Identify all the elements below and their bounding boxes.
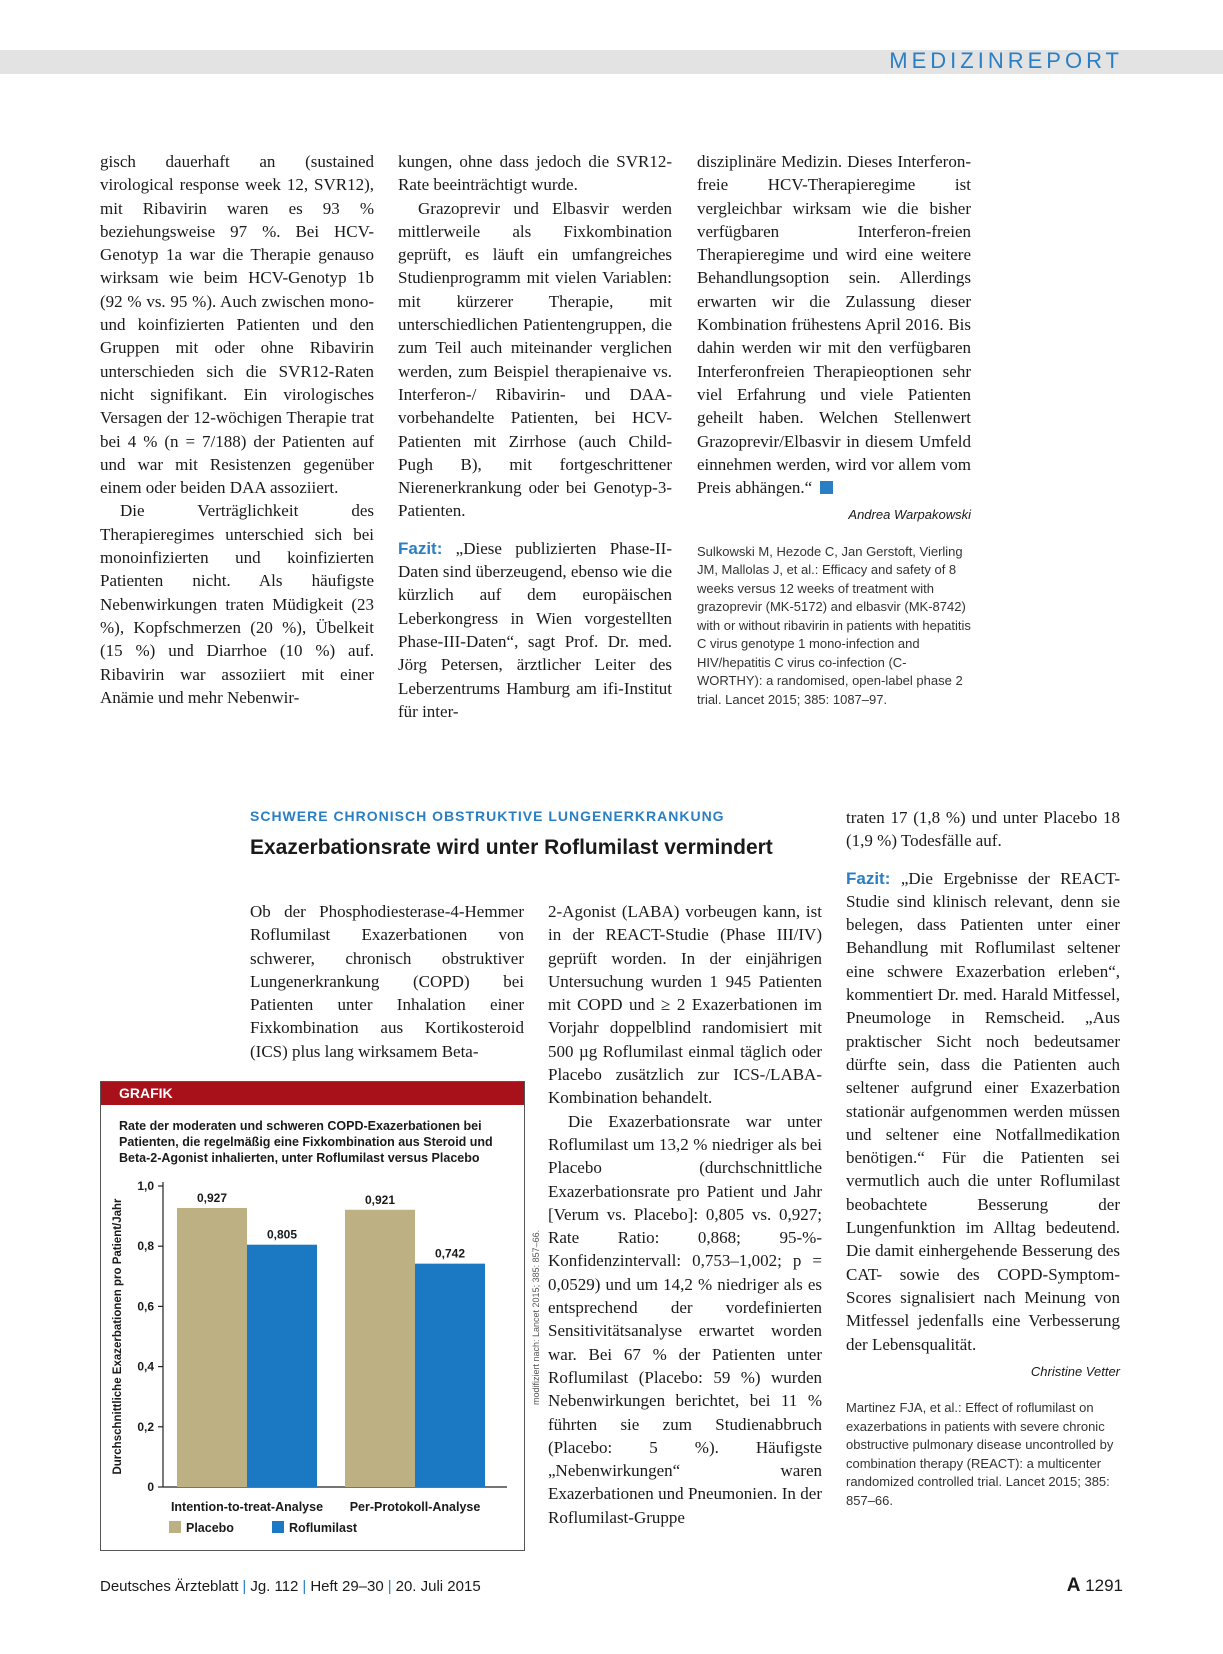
bar-chart	[101, 1082, 524, 1550]
fazit-label: Fazit:	[846, 868, 891, 888]
x-category-label: Intention-to-treat-Analyse	[170, 1500, 324, 1514]
legend-swatch-placebo	[169, 1521, 181, 1533]
paragraph: Grazoprevir und Elbasvir werden mittlerweile als Fixkombination geprüft, es läuft ein umfangreiches Studienprogramm mit vielen Variablen: mit kürzerer Therapie, mit unterschiedlichen Patientengruppen, die zum Teil auch miteinander verglichen werden, zum Beispiel therapienaive vs. Interferon-/ Ribavirin- und DAA-vorbehandelte Patienten, bei HCV-Patienten mit Zirrhose (auch Child-Pugh B), mit fortgeschrittener Nierenerkrankung oder bei Genotyp-3-Patienten.	[398, 198, 672, 521]
bar-placebo	[345, 1210, 415, 1487]
reference: Martinez FJA, et al.: Effect of roflumilast on exazerbations in patients with severe chronic obstructive pulmonary disease uncontrolled by combination therapy (REACT): a multicenter randomized controlled trial. Lancet 2015; 385: 857–66.	[846, 1400, 1114, 1508]
issue: Heft 29–30	[310, 1578, 384, 1595]
bar-placebo	[177, 1208, 247, 1487]
bar-roflumilast	[247, 1245, 317, 1487]
data-label: 0,921	[364, 1192, 396, 1207]
date: 20. Juli 2015	[395, 1578, 481, 1595]
fazit-paragraph	[846, 867, 1120, 1356]
author: Andrea Warpakowski	[848, 507, 971, 523]
paragraph: Ob der Phosphodiesterase-4-Hemmer Roflumilast Exazerbationen von schwerer, chronisch obstruktiver Lungenerkrankung (COPD) bei Patienten unter Inhalation einer Fixkombination aus Kortikosteroid (ICS) plus lang wirksamem Beta-	[250, 902, 524, 1061]
y-tick-label: 0,2	[137, 1419, 154, 1434]
reference: Sulkowski M, Hezode C, Jan Gerstoft, Vierling JM, Mallolas J, et al.: Efficacy and safety of 8 weeks versus 12 weeks of treatment with grazoprevir (MK-5172) and elbasvir (MK-8742) with or without ribavirin in patients with hepatitis C virus genotype 1 mono-infection and HIV/hepatitis C virus co-infection (C-WORTHY): a randomised, open-label phase 2 trial. Lancet 2015; 385: 1087–97.	[697, 543, 971, 707]
source-credit: modifiziert nach: Lancet 2015; 385: 857–66.	[531, 1229, 541, 1405]
paragraph: Die Verträglichkeit des Therapieregimes unterschied sich bei monoinfizierten und koinfizierten Patienten nicht. Als häufigste Nebenwirkungen traten Müdigkeit (23 %), Kopfschmerzen (20 %), Übelkeit (15 %) und Diarrhoe (10 %) auf. Ribavirin war assoziiert mit einer Anämie und mehr Nebenwir-	[100, 501, 374, 707]
legend-label: Roflumilast	[289, 1521, 358, 1535]
data-label: 0,805	[266, 1227, 298, 1242]
fazit-text: „Diese publizierten Phase-II-Daten sind überzeugend, ebenso wie die kürzlich auf dem europäischen Leberkongress in Wien vorgestellten Phase-III-Daten“, sagt Prof. Dr. med. Jörg Petersen, ärztlicher Leiter des Leberzentrums Hamburg am ifi-Institut für inter-	[398, 538, 672, 721]
fazit-label: Fazit:	[398, 538, 443, 558]
article-title: Exazerbationsrate wird unter Roflumilast vermindert	[250, 836, 773, 859]
article2-column-3	[846, 806, 1120, 1510]
separator: |	[387, 1578, 392, 1595]
bar-roflumilast	[415, 1264, 485, 1487]
page-number	[1067, 1575, 1123, 1597]
y-tick-label: 0,8	[137, 1239, 154, 1254]
legend-swatch-roflumilast	[272, 1521, 284, 1533]
y-tick-label: 0	[147, 1480, 154, 1494]
data-label: 0,927	[196, 1190, 228, 1205]
paragraph: gisch dauerhaft an (sustained virological response week 12, SVR12), mit Ribavirin waren es 93 % beziehungsweise 97 %. Bei HCV-Genotyp 1a war die Therapie genauso wirksam wie beim HCV-Genotyp 1b (92 % vs. 95 %). Auch zwischen mono- und koinfizierten Patienten und den Gruppen mit oder ohne Ribavirin unterschieden sich die SVR12-Raten nicht signifikant. Ein virologisches Versagen der 12-wöchigen Therapie trat bei 4 % (n = 7/188) der Patienten auf und war mit Resistenzen gegenüber einem oder beiden DAA assoziiert.	[100, 152, 374, 498]
y-tick-label: 1,0	[137, 1179, 154, 1193]
article-kicker: SCHWERE CHRONISCH OBSTRUKTIVE LUNGENERKRANKUNG	[250, 808, 725, 824]
y-tick-label: 0,4	[137, 1359, 154, 1374]
y-tick-label: 0,6	[137, 1299, 154, 1314]
page-prefix: A	[1066, 1575, 1081, 1596]
journal-name: Deutsches Ärzteblatt	[100, 1578, 239, 1595]
fazit-paragraph	[398, 537, 672, 723]
paragraph	[697, 150, 971, 499]
volume: Jg. 112	[250, 1578, 299, 1595]
paragraph: 2-Agonist (LABA) vorbeugen kann, ist in der REACT-Studie (Phase III/IV) geprüft worden. In der einjährigen Untersuchung wurden 1 945 Patienten mit COPD und ≥ 2 Exazerbationen im Vorjahr doppelblind randomisiert mit 500 µg Roflumilast einmal täglich oder Placebo zusätzlich zur ICS-/LABA-Kombination behandelt.	[548, 902, 822, 1108]
author: Christine Vetter	[1030, 1363, 1120, 1379]
paragraph: traten 17 (1,8 %) und unter Placebo 18 (1,9 %) Todesfälle auf.	[846, 808, 1120, 851]
article1-column-2	[398, 150, 672, 723]
fazit-text: „Die Ergebnisse der REACT-Studie sind klinisch relevant, denn sie belegen, dass Patienten unter einer Behandlung mit Roflumilast seltener eine schwere Exazerbation erleben“, kommentiert Dr. med. Harald Mitfessel, Pneumologe in Remscheid. „Aus praktischer Sicht noch bedeutsamer dürfte sein, dass die Patienten auch seltener aufgrund einer Exazerbation stationär aufgenommen werden müssen und seltener eine Notfallmedikation benötigen.“ Für die Patienten sei vermutlich auch die unter Roflumilast beobachtete Besserung der Lungenfunktion im Alltag bedeutend. Die damit einhergehende Besserung des CAT- sowie des COPD-Symptom-Scores signalisiert nach Meinung von Mitfessel jedenfalls eine Verbesserung der Lebensqualität.	[846, 868, 1120, 1354]
chart-header: GRAFIK	[101, 1082, 524, 1105]
data-label: 0,742	[434, 1246, 466, 1261]
x-category-label: Per-Protokoll-Analyse	[349, 1500, 481, 1514]
separator: |	[302, 1578, 307, 1595]
end-mark-icon	[820, 481, 833, 494]
legend-label: Placebo	[186, 1521, 234, 1535]
y-axis-title: Durchschnittliche Exazerbationen pro Patient/Jahr	[112, 1198, 124, 1475]
paragraph-text: disziplinäre Medizin. Dieses Interferon-freie HCV-Therapieregime ist vergleichbar wirksam wie die bisher verfügbaren Interferon-freien Therapieregime und wird eine weitere Behandlungsoption sein. Allerdings erwarten wir die Zulassung dieser Kombination frühestens April 2016. Bis dahin werden wir mit den verfügbaren Interferonfreien Therapieoptionen sehr viel Erfahrung und viele Patienten geheilt haben. Welchen Stellenwert Grazoprevir/Elbasvir in diesem Umfeld einnehmen werden, wird vor allem vom Preis abhängen.“	[697, 152, 971, 498]
article2-column-1	[250, 900, 524, 1063]
paragraph: Die Exazerbationsrate war unter Roflumilast um 13,2 % niedriger als bei Placebo (durchschnittliche Exazerbationsrate pro Patient und Jahr [Verum vs. Placebo]: 0,805 vs. 0,927; Rate Ratio: 0,868; 95-%-Konfidenzintervall: 0,753–1,002; p = 0,0529) und um 14,2 % niedriger als es entsprechend der vordefinierten Sensitivitätsanalyse erwartet worden war. Bei 67 % der Patienten unter Roflumilast (Placebo: 59 %) wurden Nebenwirkungen berichtet, bei 11 % führten sie zum Studienabbruch (Placebo: 5 %). Häufigste „Nebenwirkungen“ waren Exazerbationen und Pneumonien. In der Roflumilast-Gruppe	[548, 1111, 822, 1527]
footer-journal-info	[100, 1578, 481, 1595]
article1-column-3	[697, 150, 971, 709]
article2-column-2	[548, 900, 822, 1529]
page-value: 1291	[1085, 1576, 1123, 1595]
separator: |	[242, 1578, 247, 1595]
chart-box	[100, 1081, 525, 1551]
article1-column-1	[100, 150, 374, 709]
paragraph: kungen, ohne dass jedoch die SVR12-Rate beeinträchtigt wurde.	[398, 152, 672, 195]
section-label: MEDIZINREPORT	[889, 48, 1123, 73]
chart-title: Rate der moderaten und schweren COPD-Exazerbationen bei Patienten, die regelmäßig eine Fixkombination aus Steroid und Beta-2-Agonist inhalierten, unter Roflumilast versus Placebo	[119, 1119, 493, 1165]
